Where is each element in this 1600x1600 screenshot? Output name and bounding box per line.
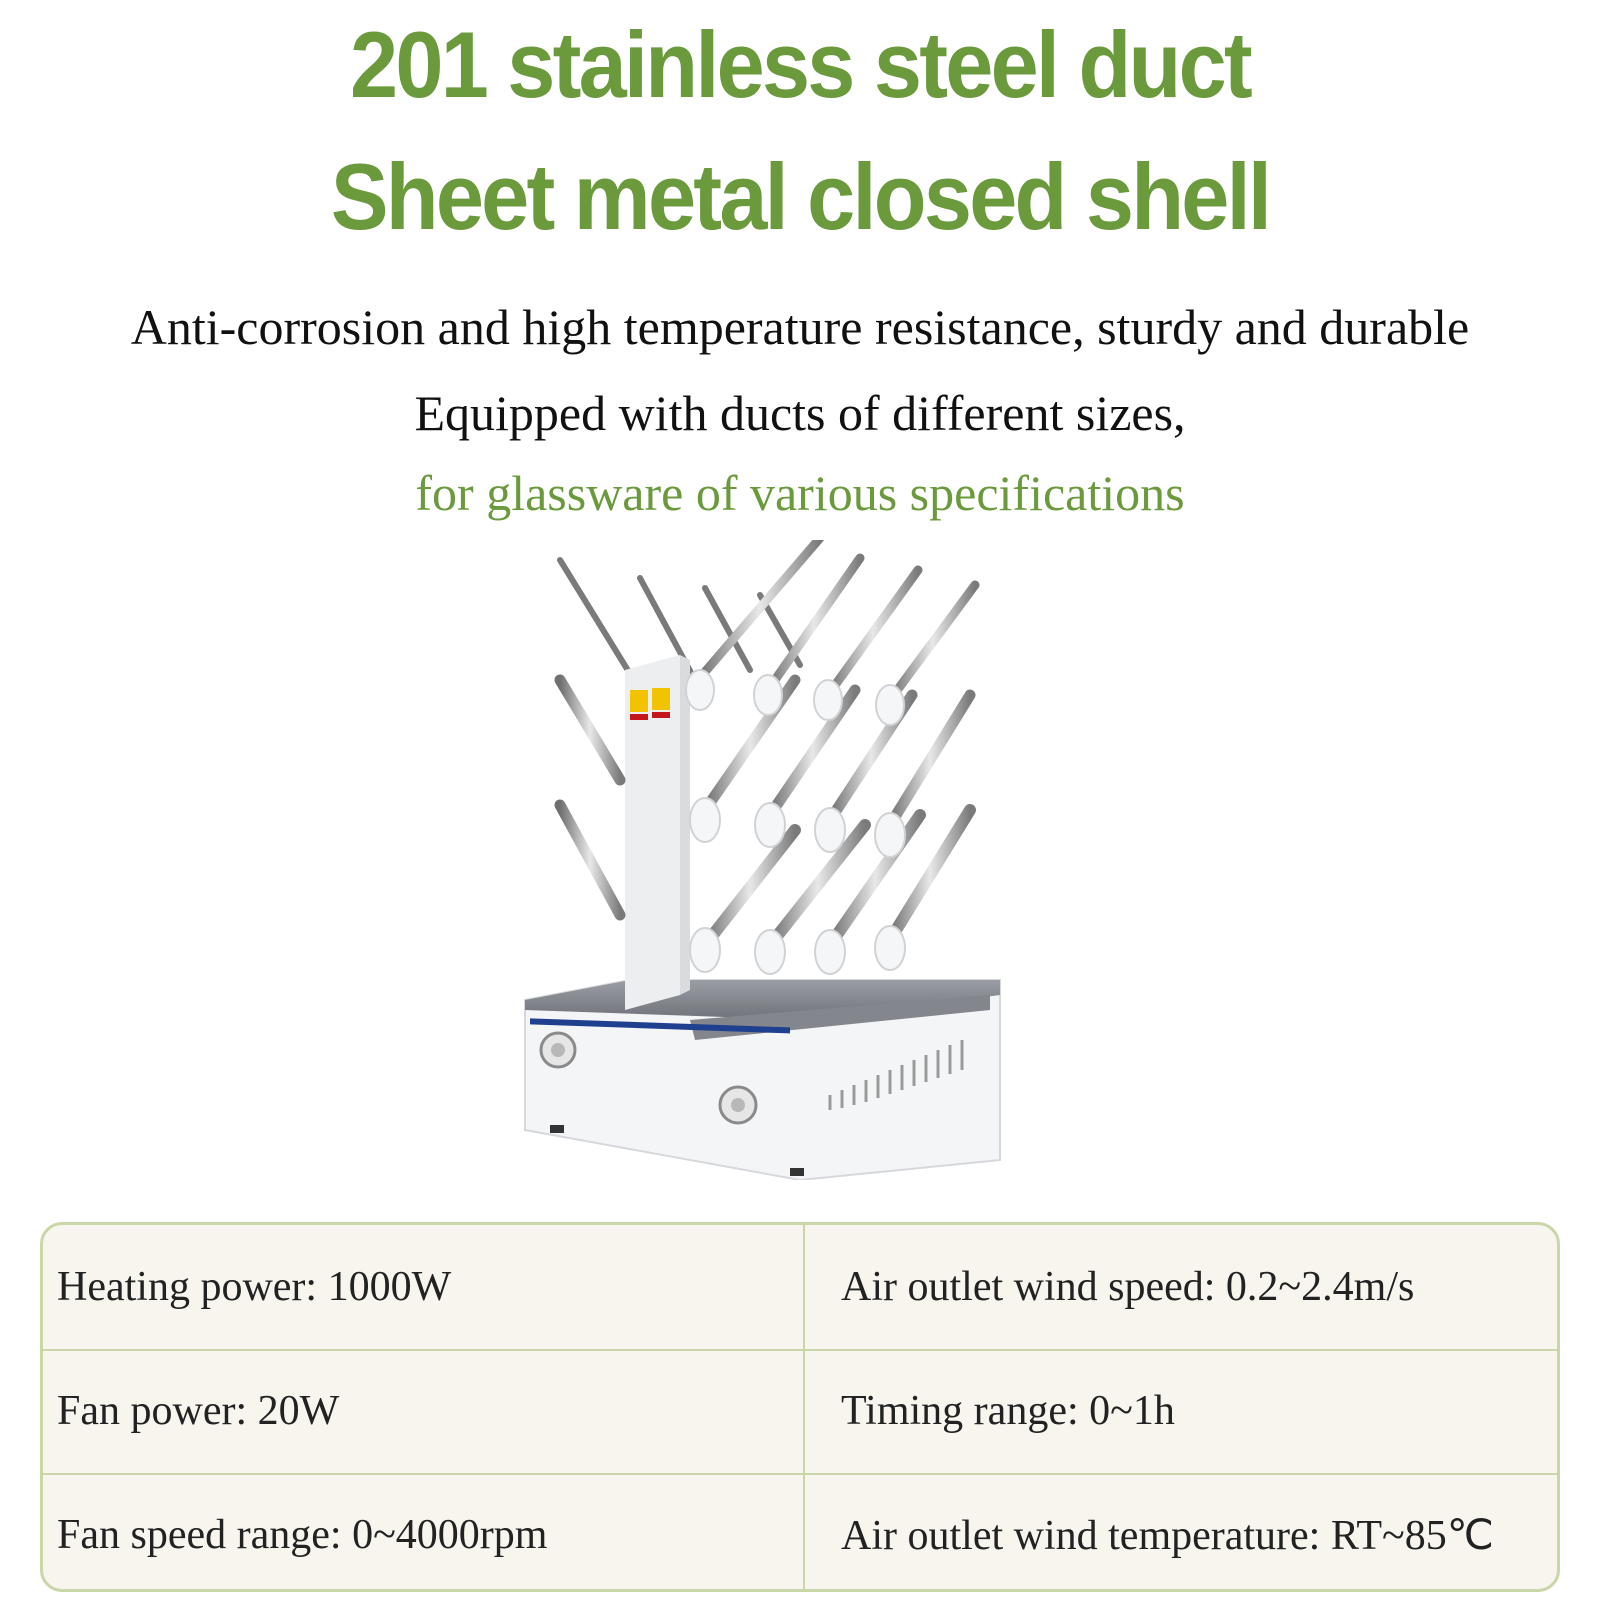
spec-heating-power: Heating power: 1000W <box>57 1264 452 1310</box>
spec-air-outlet-wind-speed: Air outlet wind speed: 0.2~2.4m/s <box>841 1264 1415 1310</box>
spec-divider <box>803 1473 805 1592</box>
spec-timing-range: Timing range: 0~1h <box>841 1388 1175 1434</box>
spec-row <box>43 1225 1557 1351</box>
spec-divider <box>803 1225 805 1349</box>
subheadline-line-1: Anti-corrosion and high temperature resistance, sturdy and durable <box>130 299 1470 355</box>
headline-line-1: 201 stainless steel duct <box>350 12 1250 117</box>
spec-divider <box>803 1349 805 1473</box>
subheadline-line-3: for glassware of various specifications <box>415 465 1185 521</box>
spec-air-outlet-wind-temperature: Air outlet wind temperature: RT~85℃ <box>841 1513 1494 1559</box>
spec-row <box>43 1349 1557 1475</box>
spec-fan-power: Fan power: 20W <box>57 1388 340 1434</box>
drying-rack-product-image <box>520 540 1040 1180</box>
spec-table <box>40 1222 1560 1592</box>
spec-row <box>43 1473 1557 1592</box>
spec-fan-speed-range: Fan speed range: 0~4000rpm <box>57 1512 548 1558</box>
headline-line-2: Sheet metal closed shell <box>330 144 1270 249</box>
subheadline-line-2: Equipped with ducts of different sizes, <box>414 385 1186 441</box>
